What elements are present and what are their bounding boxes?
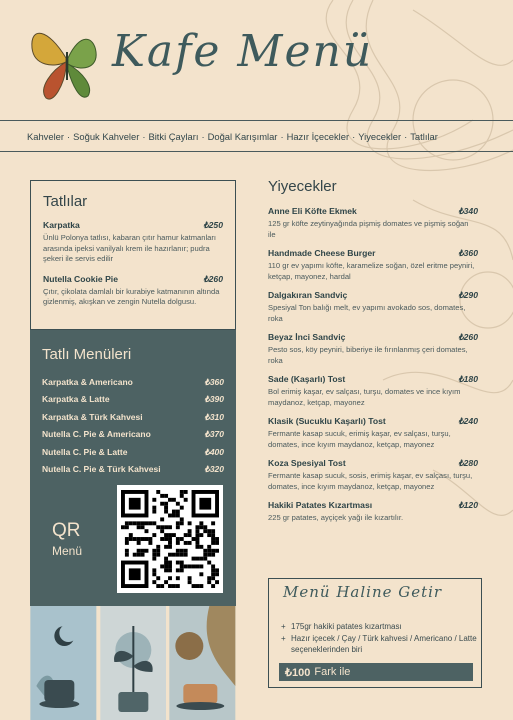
combo-price: ₺390	[204, 394, 224, 405]
menu-item	[43, 274, 223, 285]
combo-price: ₺400	[204, 446, 224, 457]
promo-list	[281, 621, 477, 656]
item-name: Karpatka	[43, 220, 80, 230]
item-name: Beyaz İnci Sandviç	[268, 332, 346, 342]
menu-upgrade-box	[268, 578, 482, 688]
nav-separator: ·	[352, 130, 356, 142]
item-name: Klasik (Sucuklu Kaşarlı) Tost	[268, 416, 386, 426]
combo-price: ₺360	[204, 377, 224, 387]
item-desc: Fermante kasap sucuk, erimiş kaşar, ev salçası, turşu, domates, ince kıyım maydanoz, ketçap, mayonez	[268, 429, 451, 449]
coffee-cup-illustration	[169, 606, 236, 720]
tatlilar-title: Tatlılar	[43, 193, 88, 210]
illustration-strip	[30, 606, 236, 720]
combo-name: Nutella C. Pie & Latte	[42, 446, 128, 457]
combo-item	[42, 412, 224, 423]
item-price: ₺260	[203, 273, 223, 284]
menu-item	[268, 374, 478, 385]
botanical-illustration	[100, 606, 167, 720]
qr-code[interactable]	[117, 485, 223, 593]
item-desc: 110 gr ev yapımı köfte, karamelize soğan, özel eritme peyniri, ketçap, mayonez, hardal	[268, 261, 475, 281]
nav-item-dogal-karisimlar[interactable]: Doğal Karışımlar	[207, 130, 278, 142]
item-price: ₺340	[458, 206, 478, 216]
item-price: ₺180	[458, 374, 478, 384]
tatli-menuleri-title: Tatlı Menüleri	[42, 346, 132, 363]
item-name: Dalgakıran Sandviç	[268, 290, 348, 300]
yiyecekler-list	[268, 206, 478, 532]
qr-label-line1: QR	[52, 520, 81, 541]
item-name: Koza Spesiyal Tost	[268, 458, 346, 468]
item-name: Sade (Kaşarlı) Tost	[268, 374, 346, 384]
item-price: ₺250	[203, 220, 223, 230]
combo-item	[42, 464, 224, 475]
item-name: Nutella Cookie Pie	[43, 273, 118, 284]
qr-label	[52, 520, 82, 558]
item-desc: Pesto sos, köy peyniri, biberiye ile fırınlanmış çeri domates, roka	[268, 345, 468, 365]
qr-label-line2: Menü	[52, 544, 83, 558]
nav-separator: ·	[67, 130, 71, 142]
nav-item-soguk-kahveler[interactable]: Soğuk Kahveler	[73, 130, 140, 142]
brand-title: Kafe Menü	[112, 26, 374, 77]
promo-price: ₺100	[285, 666, 311, 679]
nav-separator: ·	[201, 130, 205, 142]
menu-item	[268, 332, 478, 343]
header	[0, 0, 513, 118]
item-price: ₺240	[458, 416, 478, 426]
nav-item-hazir-icecekler[interactable]: Hazır İçecekler	[286, 130, 350, 142]
combo-item	[42, 429, 224, 440]
menu-item	[268, 206, 478, 217]
combo-price: ₺310	[204, 411, 224, 422]
item-name: Hakiki Patates Kızartması	[268, 500, 373, 510]
item-price: ₺290	[458, 290, 478, 300]
combo-name: Nutella C. Pie & Türk Kahvesi	[42, 463, 161, 474]
promo-title: Menü Haline Getir	[283, 583, 443, 601]
menu-item	[268, 290, 478, 301]
menu-item	[268, 458, 478, 469]
combo-item	[42, 377, 224, 388]
promo-price-bar	[279, 663, 473, 681]
nav-separator: ·	[280, 130, 284, 142]
combo-name: Nutella C. Pie & Americano	[42, 429, 151, 440]
butterfly-logo-icon	[28, 18, 106, 102]
menu-item	[268, 248, 478, 259]
combo-price: ₺320	[204, 463, 224, 474]
category-nav	[0, 120, 513, 152]
promo-price-suffix: Fark ile	[314, 666, 351, 678]
item-price: ₺280	[458, 458, 478, 468]
tatlilar-section	[30, 180, 236, 330]
item-desc: 225 gr patates, ayçiçek yağı ile kızartılır.	[268, 513, 404, 522]
promo-bullet: + Hazır içecek / Çay / Türk kahvesi / Americano / Latte seçeneklerinden biri	[281, 633, 477, 655]
combo-name: Karpatka & Türk Kahvesi	[42, 411, 143, 422]
combo-price: ₺370	[204, 429, 224, 440]
menu-item	[268, 500, 478, 511]
item-name: Anne Eli Köfte Ekmek	[268, 206, 357, 216]
combo-item	[42, 394, 224, 405]
item-desc: Spesiyal Ton balığı melt, ev yapımı avokado sos, domates, roka	[268, 303, 466, 323]
combo-name: Karpatka & Americano	[42, 377, 133, 387]
item-price: ₺260	[458, 332, 478, 342]
item-name: Handmade Cheese Burger	[268, 248, 376, 258]
nav-item-yiyecekler[interactable]: Yiyecekler	[358, 130, 402, 142]
nav-item-tatlilar[interactable]: Tatlılar	[410, 130, 438, 142]
item-price: ₺360	[458, 248, 478, 258]
item-desc: Çıtır, çikolata damlalı bir kurabiye katmanının altında gizlenmiş, akışkan ve zengin Nutella dolgusu.	[43, 286, 220, 306]
nav-item-bitki-caylari[interactable]: Bitki Çayları	[148, 130, 199, 142]
item-price: ₺120	[458, 500, 478, 510]
item-desc: Fermante kasap sucuk, sosis, erimiş kaşar, ev salçası, turşu, domates, ince kıyım maydanoz, ketçap, mayonez	[268, 471, 473, 491]
item-desc: Ünlü Polonya tatlısı, kabaran çıtır hamur katmanları arasında ipeksi vanilyalı krem ile hazırlanır; pudra şekeri ile servis edilir	[43, 233, 217, 263]
menu-item	[268, 416, 478, 427]
menu-item	[43, 220, 223, 231]
item-desc: 125 gr köfte zeytinyağında pişmiş domates ve pişmiş soğan ile	[268, 219, 469, 239]
nav-separator: ·	[142, 130, 146, 142]
nav-separator: ·	[404, 130, 408, 142]
combo-name: Karpatka & Latte	[42, 394, 110, 405]
yiyecekler-title: Yiyecekler	[268, 178, 337, 195]
coffee-moon-illustration	[30, 606, 97, 720]
combo-item	[42, 447, 224, 458]
tatli-menuleri-panel	[30, 330, 236, 606]
promo-bullet: + 175gr hakiki patates kızartması	[281, 621, 477, 632]
nav-item-kahveler[interactable]: Kahveler	[27, 130, 65, 142]
item-desc: Bol erimiş kaşar, ev salçası, turşu, domates ve ince kıyım maydanoz, ketçap, mayonez	[268, 387, 461, 407]
